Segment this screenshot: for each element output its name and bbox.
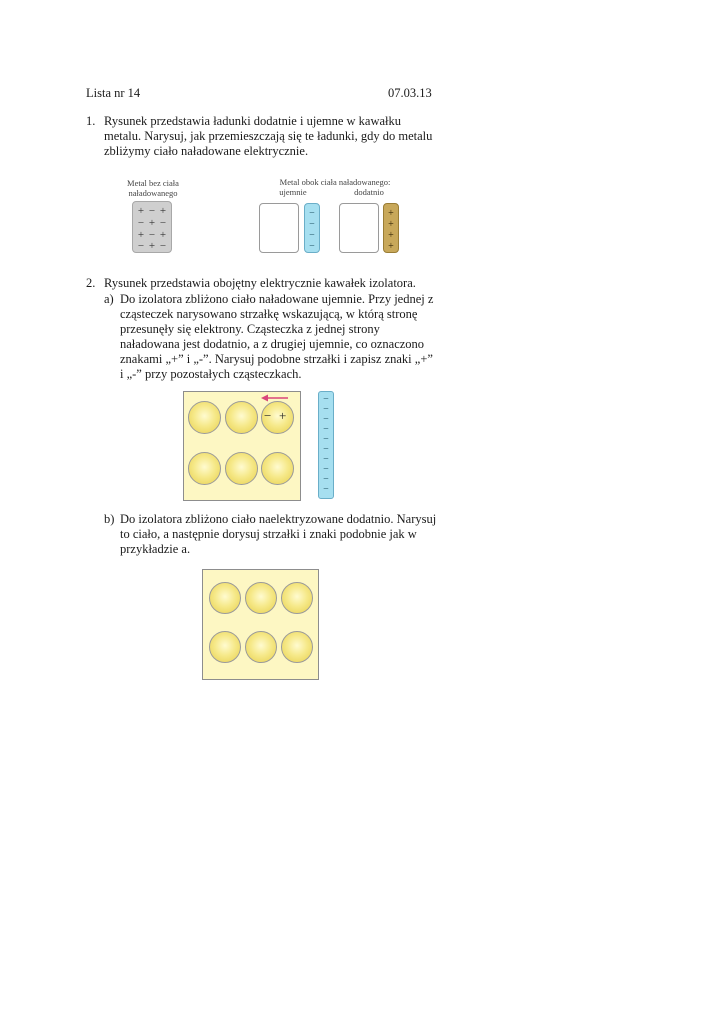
neutral-metal-plate <box>132 201 172 253</box>
charge-sign: − <box>323 464 329 475</box>
charge-sign: − <box>323 444 329 455</box>
negative-rod <box>318 391 334 499</box>
task1-text-line-1: Rysunek przedstawia ładunki dodatnie i ujemne w kawałku <box>104 114 401 128</box>
charge-sign: − <box>323 394 329 405</box>
molecule-example <box>261 401 294 434</box>
negative-body <box>304 203 320 253</box>
caption-neutral-line-2: naładowanego <box>128 188 178 198</box>
task2a-line-6: i „-” przy pozostałych cząsteczkach. <box>120 367 302 381</box>
charge-sign: − <box>323 484 329 495</box>
charge-sign: + <box>148 240 156 252</box>
molecule <box>245 582 277 614</box>
charge-sign: + <box>137 229 145 241</box>
molecule <box>281 582 313 614</box>
task1-text-line-2: metalu. Narysuj, jak przemieszczają się te ładunki, gdy do metalu <box>104 129 433 143</box>
task2a-line-4: naładowana jest dodatnio, a z drugiej ujemnie, co oznaczono <box>120 337 425 351</box>
date: 07.03.13 <box>388 86 432 100</box>
caption-charged: Metal obok ciała naładowanego: <box>279 177 391 187</box>
caption-neutral-line-1: Metal bez ciała <box>127 178 179 188</box>
task2a-label: a) <box>104 292 114 306</box>
charge-sign: − <box>309 208 315 219</box>
task1-text-line-3: zbliżymy ciało naładowane elektrycznie. <box>104 144 309 158</box>
task2b-label: b) <box>104 512 115 526</box>
molecule <box>188 452 221 485</box>
empty-metal-plate-negative <box>259 203 299 253</box>
molecule <box>225 401 258 434</box>
task2a-line-5: znakami „+” i „-”. Narysuj podobne strzałki i zapisz znaki „+” <box>120 352 433 366</box>
molecule <box>245 631 277 663</box>
charge-sign: − <box>137 240 145 252</box>
insulator-block-b <box>202 569 319 680</box>
charge-sign: + <box>388 208 394 219</box>
charge-sign: − <box>323 474 329 485</box>
charge-sign: − <box>159 217 167 229</box>
molecule <box>209 582 241 614</box>
task2b-line-3: przykładzie a. <box>120 542 191 556</box>
charge-sign: − <box>309 230 315 241</box>
task2b-line-1: Do izolatora zbliżono ciało naelektryzowane dodatnio. Narysuj <box>120 512 437 526</box>
task2a-line-1: Do izolatora zbliżono ciało naładowane ujemnie. Przy jednej z <box>120 292 434 306</box>
positive-body <box>383 203 399 253</box>
list-title: Lista nr 14 <box>86 86 141 100</box>
empty-metal-plate-positive <box>339 203 379 253</box>
charge-sign: − <box>323 414 329 425</box>
caption-negative: ujemnie <box>279 187 307 197</box>
task1-number: 1. <box>86 114 96 128</box>
task2a-line-2: cząsteczek narysowano strzałkę wskazującą, w którą stronę <box>120 307 418 321</box>
molecule <box>225 452 258 485</box>
charge-sign: + <box>159 229 167 241</box>
charge-sign: − <box>148 205 156 217</box>
charge-sign: − <box>323 404 329 415</box>
task2-intro: Rysunek przedstawia obojętny elektrycznie kawałek izolatora. <box>104 276 416 290</box>
molecule-plus-sign: + <box>279 408 287 423</box>
charge-sign: + <box>148 217 156 229</box>
charge-sign: − <box>148 229 156 241</box>
charge-sign: − <box>323 424 329 435</box>
charge-sign: − <box>159 240 167 252</box>
charge-sign: + <box>388 241 394 252</box>
charge-sign: + <box>137 205 145 217</box>
charge-sign: + <box>388 230 394 241</box>
molecule <box>281 631 313 663</box>
caption-positive: dodatnio <box>354 187 384 197</box>
charge-sign: − <box>137 217 145 229</box>
task2a-line-3: przesunęły się elektrony. Cząsteczka z jednej strony <box>120 322 380 336</box>
task2-number: 2. <box>86 276 96 290</box>
charge-sign: − <box>309 241 315 252</box>
charge-sign: − <box>323 434 329 445</box>
charge-sign: − <box>323 454 329 465</box>
electron-arrow-icon <box>260 393 290 403</box>
molecule <box>261 452 294 485</box>
molecule <box>209 631 241 663</box>
charge-sign: + <box>388 219 394 230</box>
molecule <box>188 401 221 434</box>
molecule-minus-sign: − <box>264 408 272 423</box>
charge-sign: − <box>309 219 315 230</box>
task2b-line-2: to ciało, a następnie dorysuj strzałki i znaki podobnie jak w <box>120 527 417 541</box>
insulator-block <box>183 391 301 501</box>
charge-sign: + <box>159 205 167 217</box>
